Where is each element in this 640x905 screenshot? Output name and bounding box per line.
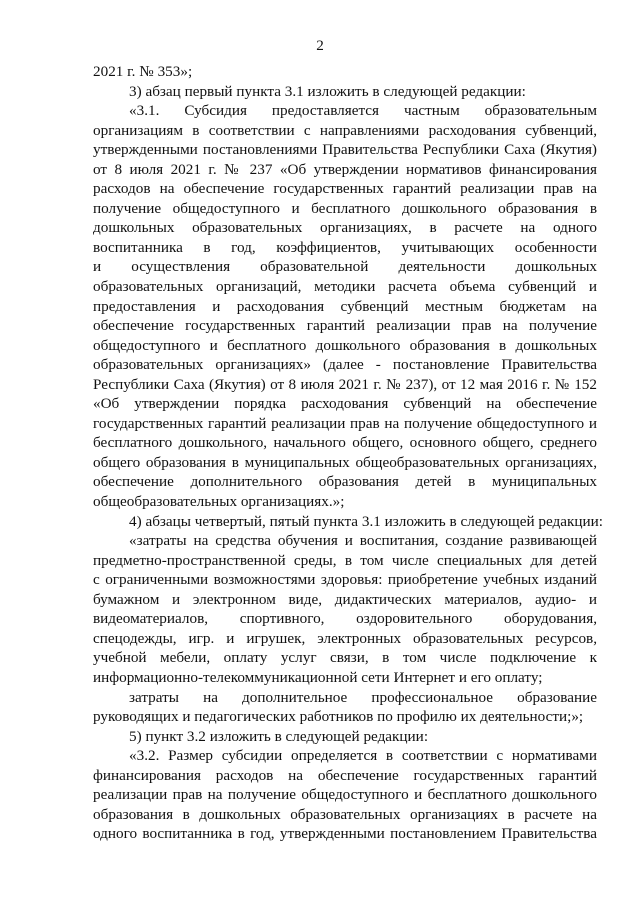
text-line: «3.2. Размер субсидии определяется в соответствии с нормативами — [129, 747, 597, 765]
text-line: получение общедоступного и бесплатного дошкольного образования в — [93, 199, 597, 217]
text-line: 2021 г. № 353»; — [93, 63, 193, 80]
text-line: финансирования расходов на обеспечение государственных гарантий — [93, 766, 597, 784]
text-line: видеоматериалов, спортивного, оздоровительного оборудования, — [93, 610, 597, 628]
text-line: «Об утверждении порядка расходования субвенций на обеспечение — [93, 395, 597, 413]
text-line: общедоступного и бесплатного дошкольного образования в дошкольных — [93, 336, 597, 354]
text-line: обеспечение государственных гарантий реализации прав на получение — [93, 317, 597, 335]
text-line: утвержденными постановлениями Правительства Республики Саха (Якутия) — [93, 141, 597, 159]
text-line: обеспечение дополнительного образования детей в муниципальных — [93, 473, 597, 491]
text-line: с ограниченными возможностями здоровья: приобретение учебных изданий — [93, 571, 597, 589]
text-line: Республики Саха (Якутия) от 8 июля 2021 г. № 237), от 12 мая 2016 г. № 152 — [93, 375, 597, 393]
text-line: реализации прав на получение общедоступного и бесплатного дошкольного — [93, 786, 597, 804]
text-line: государственных гарантий реализации прав на получение общедоступного и — [93, 414, 597, 432]
text-line: образования в дошкольных образовательных организациях в расчете на — [93, 805, 597, 823]
text-line: затраты на дополнительное профессиональное образование — [129, 688, 597, 706]
text-line: организациям в соответствии с направлениями расходования субвенций, — [93, 121, 597, 139]
text-line: дошкольных образовательных организациях, в расчете на одного — [93, 219, 597, 237]
text-line: предоставления и расходования субвенций местным бюджетам на — [93, 297, 597, 315]
text-line: «3.1. Субсидия предоставляется частным образовательным — [129, 102, 597, 120]
text-line: воспитанника в год, коэффициентов, учитывающих особенности — [93, 238, 597, 256]
text-line: 3) абзац первый пункта 3.1 изложить в следующей редакции: — [129, 82, 526, 100]
text-line: информационно-телекоммуникационной сети Интернет и его оплату; — [93, 668, 543, 686]
text-line: и осуществления образовательной деятельности дошкольных — [93, 258, 597, 276]
text-line: образовательных организациях» (далее - постановление Правительства — [93, 356, 597, 374]
text-line: бесплатного дошкольного, начального общего, основного общего, среднего — [93, 434, 597, 452]
text-line: спецодежды, игр. и игрушек, электронных образовательных ресурсов, — [93, 629, 597, 647]
text-line: предметно-пространственной среды, в том числе специальных для детей — [93, 551, 597, 569]
text-line: руководящих и педагогических работников по профилю их деятельности;»; — [93, 708, 584, 726]
text-line: образовательных организаций, методики расчета объема субвенций и — [93, 278, 597, 296]
text-line: учебной мебели, оплату услуг связи, в том числе подключение к — [93, 649, 597, 667]
text-line: общеобразовательных организациях.»; — [93, 493, 345, 511]
text-line: бумажном и электронном виде, дидактических материалов, аудио- и — [93, 590, 597, 608]
text-line: от 8 июля 2021 г. № 237 «Об утверждении нормативов финансирования — [93, 160, 597, 178]
text-line: «затраты на средства обучения и воспитания, создание развивающей — [129, 532, 597, 550]
document-body — [93, 62, 603, 844]
text-line: 4) абзацы четвертый, пятый пункта 3.1 изложить в следующей редакции: — [129, 512, 603, 530]
text-line: 5) пункт 3.2 изложить в следующей редакции: — [129, 727, 429, 745]
text-line: расходов на обеспечение государственных гарантий реализации прав на — [93, 180, 597, 198]
text-line: одного воспитанника в год, утвержденными постановлением Правительства — [93, 825, 597, 843]
text-line: общего образования в муниципальных общеобразовательных организациях, — [93, 453, 597, 471]
page-number: 2 — [316, 37, 324, 54]
